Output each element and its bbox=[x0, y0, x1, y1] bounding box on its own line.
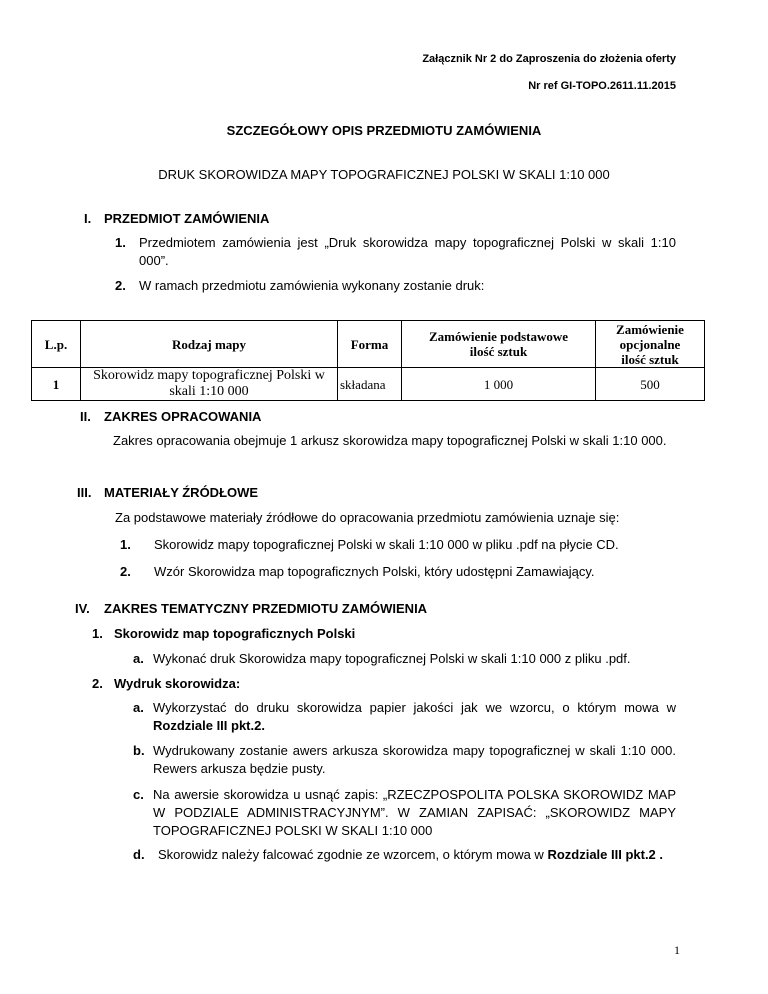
section-4-sub-2-item-a-text bbox=[153, 699, 676, 735]
section-3-item-1-number: 1. bbox=[120, 537, 131, 552]
item-d-text-bold: Rozdziale III pkt.2 . bbox=[547, 847, 664, 862]
section-4-number: IV. bbox=[75, 601, 90, 616]
section-1-item-2-text: W ramach przedmiotu zamówienia wykonany zostanie druk: bbox=[139, 278, 485, 293]
section-2-number: II. bbox=[80, 409, 91, 424]
item-a-text-plain: Wykorzystać do druku skorowidza papier jakości jak we wzorcu, o którym mowa w bbox=[153, 700, 676, 715]
table-header-lp: L.p. bbox=[32, 321, 81, 368]
table-header-form: Forma bbox=[338, 321, 402, 368]
section-1-title: PRZEDMIOT ZAMÓWIENIA bbox=[104, 211, 270, 226]
item-a-text-bold: Rozdziale III pkt.2. bbox=[153, 718, 265, 733]
section-4-title: ZAKRES TEMATYCZNY PRZEDMIOTU ZAMÓWIENIA bbox=[104, 601, 428, 616]
section-3-number: III. bbox=[77, 485, 92, 500]
section-4-sub-1-title: Skorowidz map topograficznych Polski bbox=[114, 626, 356, 641]
section-2-text: Zakres opracowania obejmuje 1 arkusz skorowidza mapy topograficznej Polski w skali 1:10 000. bbox=[113, 433, 667, 448]
section-4-sub-1-item-a-text: Wykonać druk Skorowidza mapy topograficznej Polski w skali 1:10 000 z pliku .pdf. bbox=[153, 651, 631, 666]
section-4-sub-2-item-c-text: Na awersie skorowidza u usnąć zapis: „RZECZPOSPOLITA POLSKA SKOROWIDZ MAP W PODZIALE ADMINISTRACYJNYM”. W ZAMIAN ZAPISAĆ: „SKOROWIDZ MAPY TOPOGRAFICZNEJ POLSKI W SKALI 1:10 000 bbox=[153, 787, 676, 838]
section-1-item-1-number: 1. bbox=[115, 235, 126, 250]
section-3-item-1-text: Skorowidz mapy topograficznej Polski w skali 1:10 000 w pliku .pdf na płycie CD. bbox=[154, 537, 619, 552]
table-cell-lp: 1 bbox=[32, 368, 81, 401]
section-3-item-2-text: Wzór Skorowidza map topograficznych Polski, który udostępni Zamawiający. bbox=[154, 564, 595, 579]
section-4-sub-2-item-c-number: c. bbox=[133, 787, 144, 802]
table-cell-map-type: Skorowidz mapy topograficznej Polski w skali 1:10 000 bbox=[81, 368, 338, 401]
table-header-row bbox=[32, 321, 705, 368]
item-d-text-plain: Skorowidz należy falcować zgodnie ze wzorcem, o którym mowa w bbox=[158, 847, 548, 862]
section-2-title: ZAKRES OPRACOWANIA bbox=[104, 409, 262, 424]
order-table bbox=[31, 320, 705, 401]
section-4-sub-1-item-a-number: a. bbox=[133, 651, 144, 666]
section-4-sub-2-item-d-text bbox=[158, 846, 676, 864]
section-4-sub-2-item-a-number: a. bbox=[133, 700, 144, 715]
section-4-sub-2-item-b-text: Wydrukowany zostanie awers arkusza skorowidza mapy topograficznej w skali 1:10 000. Rewers arkusza będzie pusty. bbox=[153, 743, 676, 776]
header-annex: Załącznik Nr 2 do Zaproszenia do złożenia oferty bbox=[422, 53, 676, 65]
section-4-sub-2-title: Wydruk skorowidza: bbox=[114, 676, 241, 691]
table-header-optional-qty: Zamówienie opcjonalne ilość sztuk bbox=[596, 321, 705, 368]
section-1-item-2-number: 2. bbox=[115, 278, 126, 293]
table-header-basic-qty: Zamówienie podstawowe ilość sztuk bbox=[402, 321, 596, 368]
page-title: SZCZEGÓŁOWY OPIS PRZEDMIOTU ZAMÓWIENIA bbox=[226, 123, 542, 138]
section-3-intro: Za podstawowe materiały źródłowe do opracowania przedmiotu zamówienia uznaje się: bbox=[115, 510, 620, 525]
table-cell-basic-qty: 1 000 bbox=[402, 368, 596, 401]
section-3-title: MATERIAŁY ŹRÓDŁOWE bbox=[104, 485, 259, 500]
table-cell-optional-qty: 500 bbox=[596, 368, 705, 401]
page-subtitle: DRUK SKOROWIDZA MAPY TOPOGRAFICZNEJ POLSKI W SKALI 1:10 000 bbox=[158, 167, 610, 182]
section-3-item-2-number: 2. bbox=[120, 564, 131, 579]
section-4-sub-2-item-b-number: b. bbox=[133, 743, 145, 758]
table-cell-form: składana bbox=[338, 368, 402, 401]
section-1-number: I. bbox=[84, 211, 92, 226]
table-row bbox=[32, 368, 705, 401]
page-number: 1 bbox=[674, 943, 680, 957]
section-4-sub-1-number: 1. bbox=[92, 626, 103, 641]
header-ref: Nr ref GI-TOPO.2611.11.2015 bbox=[528, 80, 676, 92]
section-4-sub-2-item-d-number: d. bbox=[133, 847, 145, 862]
section-1-item-1-text: Przedmiotem zamówienia jest „Druk skorowidza mapy topograficznej Polski w skali 1:10 000”. bbox=[139, 235, 676, 268]
table-header-map-type: Rodzaj mapy bbox=[81, 321, 338, 368]
section-4-sub-2-number: 2. bbox=[92, 676, 103, 691]
